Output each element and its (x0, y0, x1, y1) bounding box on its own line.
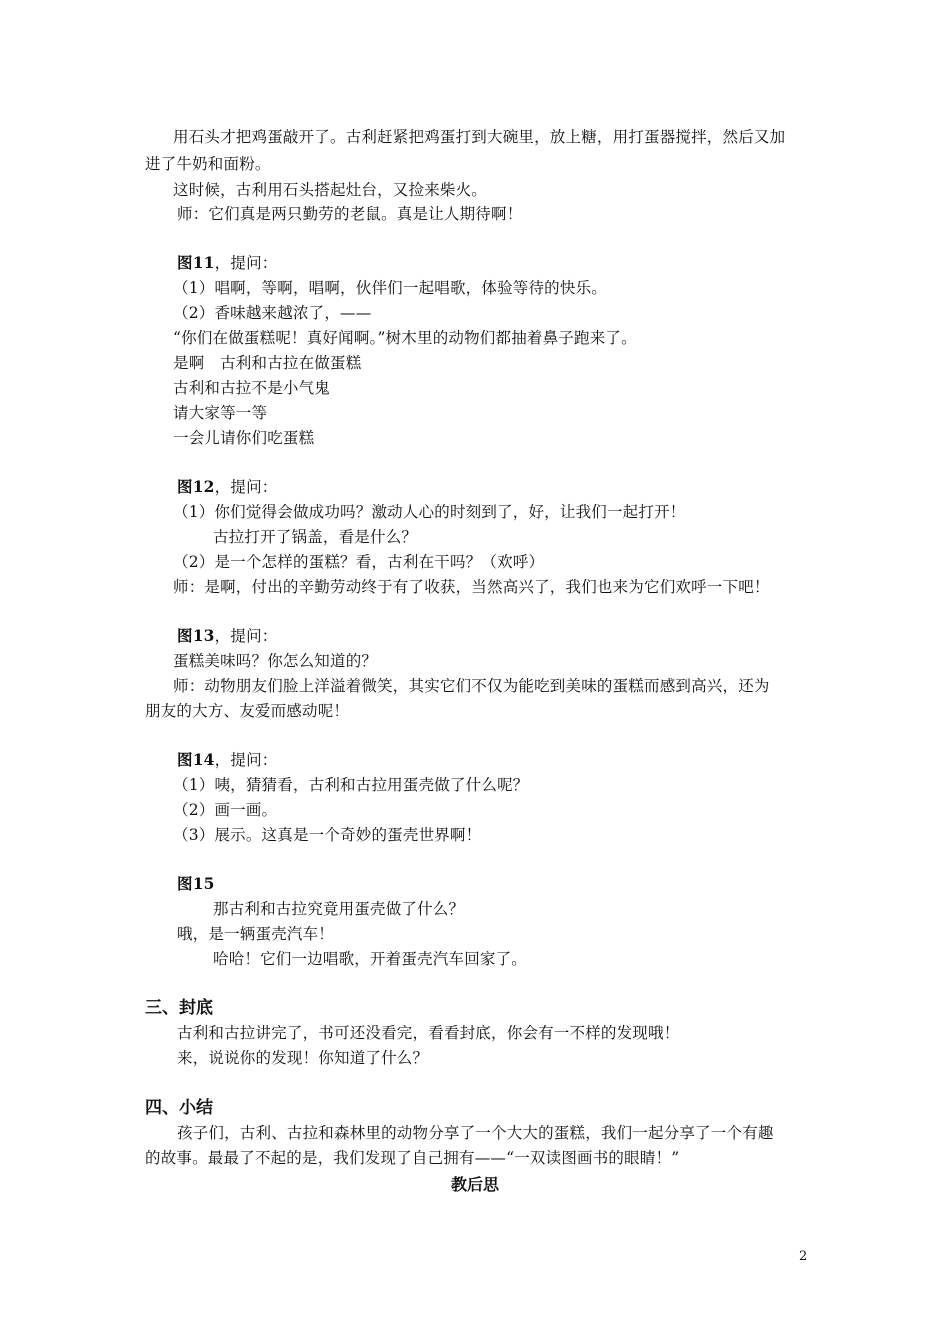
figure-label: 图11 (177, 253, 215, 272)
paragraph-line: 古拉打开了锅盖，看是什么？ (213, 528, 418, 546)
section-heading-back-cover: 三、封底 (145, 998, 213, 1018)
figure-heading-rest: ，提问： (214, 627, 278, 645)
song-line: 是啊 古利和古拉在做蛋糕 (173, 354, 362, 372)
figure-15-heading: 图15 (177, 874, 215, 893)
page-number: 2 (799, 1249, 808, 1264)
question-item: （1）唱啊，等啊，唱啊，伙伴们一起唱歌，体验等待的快乐。 (173, 279, 607, 297)
figure-heading-rest: ，提问： (214, 751, 278, 769)
paragraph-line: 朋友的大方、友爱而感动呢！ (145, 702, 350, 720)
question-item: （1）咦，猜猜看，古利和古拉用蛋壳做了什么呢？ (173, 776, 529, 794)
figure-14-heading (177, 750, 277, 770)
paragraph-line: 的故事。最最了不起的是，我们发现了自己拥有——“一双读图画书的眼睛！” (145, 1149, 680, 1167)
question-item: （2）画一画。 (173, 801, 278, 819)
teacher-line: 师：它们真是两只勤劳的老鼠。真是让人期待啊！ (177, 205, 523, 223)
question-item: （3）展示。这真是一个奇妙的蛋壳世界啊！ (173, 826, 482, 844)
figure-11-heading (177, 253, 277, 273)
paragraph-line: 来，说说你的发现！你知道了什么？ (177, 1049, 429, 1067)
teacher-line: 师：动物朋友们脸上洋溢着微笑，其实它们不仅为能吃到美味的蛋糕而感到高兴，还为 (173, 677, 770, 695)
question-item: （2）是一个怎样的蛋糕？看，古利在干吗？（欢呼） (173, 553, 545, 571)
paragraph-line: 孩子们，古利、古拉和森林里的动物分享了一个大大的蛋糕，我们一起分享了一个有趣 (177, 1124, 774, 1142)
figure-label: 图13 (177, 626, 215, 645)
figure-13-heading (177, 626, 277, 646)
teacher-line: 师：是啊，付出的辛勤劳动终于有了收获，当然高兴了，我们也来为它们欢呼一下吧！ (173, 578, 770, 596)
section-heading-summary: 四、小结 (145, 1098, 213, 1118)
post-teaching-reflection-title: 教后思 (450, 1175, 499, 1194)
paragraph-line: 这时候，古利用石头搭起灶台，又捡来柴火。 (173, 181, 488, 199)
figure-label: 图14 (177, 750, 215, 769)
paragraph-line: 用石头才把鸡蛋敲开了。古利赶紧把鸡蛋打到大碗里，放上糖，用打蛋器搅拌，然后又加 (173, 128, 786, 146)
figure-12-heading (177, 477, 277, 497)
figure-label: 图12 (177, 477, 215, 496)
question-item: （1）你们觉得会做成功吗？激动人心的时刻到了，好，让我们一起打开！ (173, 503, 686, 521)
paragraph-line: 哈哈！它们一边唱歌，开着蛋壳汽车回家了。 (213, 950, 528, 968)
paragraph-line: 哦，是一辆蛋壳汽车！ (177, 925, 335, 943)
song-line: 请大家等一等 (173, 404, 268, 422)
song-line: 古利和古拉不是小气鬼 (173, 379, 331, 397)
paragraph-line: 古利和古拉讲完了，书可还没看完，看看封底，你会有一不样的发现哦！ (177, 1024, 680, 1042)
paragraph-line: “你们在做蛋糕呢！真好闻啊。”树木里的动物们都抽着鼻子跑来了。 (173, 329, 637, 347)
paragraph-line: 那古利和古拉究竟用蛋壳做了什么？ (213, 900, 465, 918)
paragraph-line: 进了牛奶和面粉。 (145, 155, 271, 173)
question-item: （2）香味越来越浓了，—— (173, 304, 372, 322)
question-item: 蛋糕美味吗？你怎么知道的？ (173, 652, 378, 670)
figure-heading-rest: ，提问： (214, 478, 278, 496)
song-line: 一会儿请你们吃蛋糕 (173, 429, 315, 447)
figure-heading-rest: ，提问： (214, 254, 278, 272)
